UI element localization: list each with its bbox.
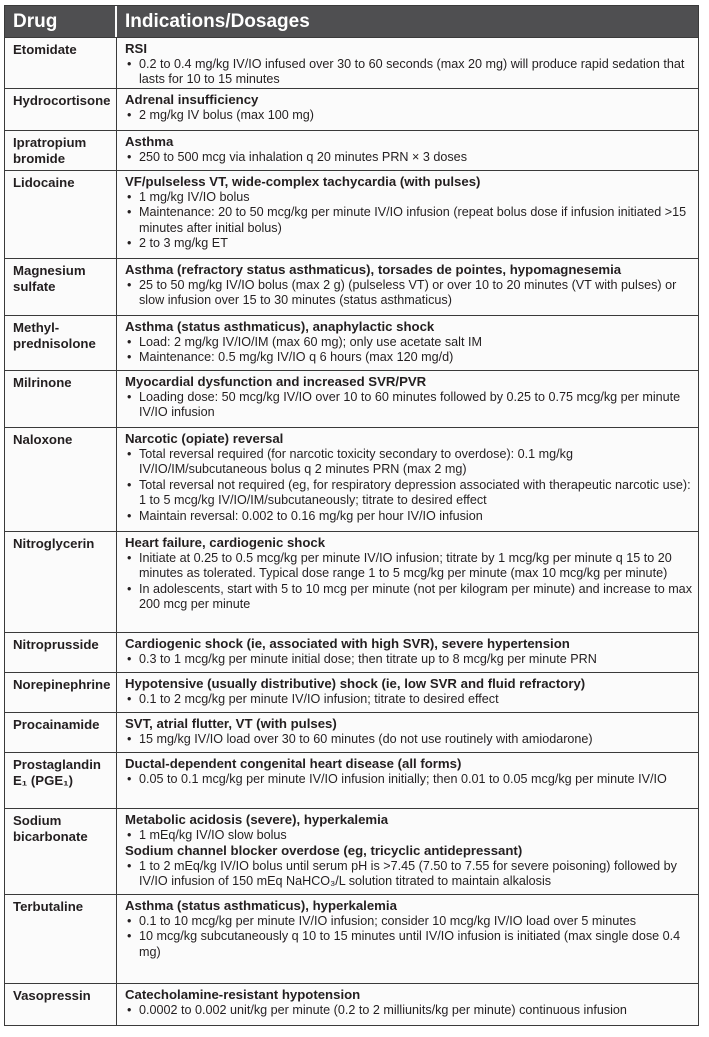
dosage-item: • 2 mg/kg IV bolus (max 100 mg)	[125, 108, 694, 124]
indications-cell	[117, 428, 698, 531]
dosage-item: • 0.0002 to 0.002 unit/kg per minute (0.2 to 2 milliunits/kg per minute) continuous infusion	[125, 1003, 694, 1019]
dosage-list	[125, 1003, 694, 1019]
dosage-list	[125, 914, 694, 961]
dosage-list	[125, 108, 694, 124]
indications-cell	[117, 673, 698, 712]
dosage-item: • 0.2 to 0.4 mg/kg IV/IO infused over 30 to 60 seconds (max 20 mg) will produce rapid sedation that lasts for 10 to 15 minutes	[125, 57, 694, 88]
drug-name: Ipratropium bromide	[5, 131, 117, 170]
dosage-list	[125, 447, 694, 525]
dosage-item: • Total reversal not required (eg, for respiratory depression associated with therapeutic narcotic use): 1 to 5 mcg/kg IV/IO/IM/subcutaneously; titrate to desired effect	[125, 478, 694, 509]
header-drug: Drug	[5, 6, 117, 37]
table-row	[5, 752, 698, 808]
indication-title: Asthma (refractory status asthmaticus), torsades de pointes, hypomagnesemia	[125, 262, 622, 277]
drug-name: Procainamide	[5, 713, 117, 752]
dosage-item: • 0.05 to 0.1 mcg/kg per minute IV/IO infusion initially; then 0.01 to 0.05 mcg/kg per minute IV/IO	[125, 772, 694, 788]
table-row	[5, 894, 698, 983]
table-body	[5, 37, 698, 1025]
dosage-list	[125, 732, 694, 748]
table-row	[5, 258, 698, 315]
indication-title: Adrenal insufficiency	[125, 92, 259, 107]
dosage-list	[125, 278, 694, 309]
table-row	[5, 37, 698, 88]
drug-name: Sodium bicarbonate	[5, 809, 117, 894]
indication-title: Narcotic (opiate) reversal	[125, 431, 284, 446]
indication-title: Heart failure, cardiogenic shock	[125, 535, 326, 550]
indication-title: Hypotensive (usually distributive) shock (ie, low SVR and fluid refractory)	[125, 676, 586, 691]
table-row	[5, 427, 698, 531]
dosage-item: • 15 mg/kg IV/IO load over 30 to 60 minutes (do not use routinely with amiodarone)	[125, 732, 694, 748]
dosage-item: • Initiate at 0.25 to 0.5 mcg/kg per minute IV/IO infusion; titrate by 1 mcg/kg per minute q 15 to 20 minutes as tolerated. Typical dose range 1 to 5 mcg/kg per minute (max 10 mcg/kg per minute)	[125, 551, 694, 582]
indications-cell	[117, 809, 698, 894]
indications-cell	[117, 713, 698, 752]
dosage-list	[125, 772, 694, 788]
dosage-item: • Total reversal required (for narcotic toxicity secondary to overdose): 0.1 mg/kg IV/IO/IM/subcutaneous bolus q 2 minutes PRN (max 2 mg)	[125, 447, 694, 478]
dosage-item: • 1 to 2 mEq/kg IV/IO bolus until serum pH is >7.45 (7.50 to 7.55 for severe poisoning) followed by IV/IO infusion of 150 mEq NaHCO₃/L solution titrated to maintain alkalosis	[125, 859, 694, 890]
indication-title: Cardiogenic shock (ie, associated with high SVR), severe hypertension	[125, 636, 570, 651]
indication-title: RSI	[125, 41, 147, 56]
drug-name: Magnesium sulfate	[5, 259, 117, 315]
indications-cell	[117, 633, 698, 672]
indication-title: Catecholamine-resistant hypotension	[125, 987, 361, 1002]
indication-title: Myocardial dysfunction and increased SVR/PVR	[125, 374, 427, 389]
header-indications: Indications/Dosages	[125, 11, 310, 32]
table-row	[5, 632, 698, 672]
drug-name: Naloxone	[5, 428, 117, 531]
table-row	[5, 130, 698, 170]
dosage-item: • 0.1 to 2 mcg/kg per minute IV/IO infusion; titrate to desired effect	[125, 692, 694, 708]
dosage-list	[125, 335, 694, 366]
dosage-item: • 0.3 to 1 mcg/kg per minute initial dose; then titrate up to 8 mcg/kg per minute PRN	[125, 652, 694, 668]
table-row	[5, 712, 698, 752]
dosage-list	[125, 190, 694, 252]
dosage-item: • Maintain reversal: 0.002 to 0.16 mg/kg per hour IV/IO infusion	[125, 509, 694, 525]
indication-title: Sodium channel blocker overdose (eg, tricyclic antidepressant)	[125, 843, 523, 858]
dosage-list	[125, 57, 694, 88]
table-row	[5, 88, 698, 130]
dosage-item: • Maintenance: 0.5 mg/kg IV/IO q 6 hours (max 120 mg/d)	[125, 350, 694, 366]
drug-name: Lidocaine	[5, 171, 117, 258]
indications-cell	[117, 171, 698, 258]
indications-cell	[117, 753, 698, 808]
indications-cell	[117, 984, 698, 1025]
dosage-list	[125, 652, 694, 668]
dosage-item: • 10 mcg/kg subcutaneously q 10 to 15 minutes until IV/IO infusion is initiated (max single dose 0.4 mg)	[125, 929, 694, 960]
drug-name: Etomidate	[5, 38, 117, 88]
indication-title: VF/pulseless VT, wide-complex tachycardia (with pulses)	[125, 174, 481, 189]
indications-cell	[117, 38, 698, 88]
indication-title: SVT, atrial flutter, VT (with pulses)	[125, 716, 337, 731]
indications-cell	[117, 895, 698, 983]
dosage-item: • 250 to 500 mcg via inhalation q 20 minutes PRN × 3 doses	[125, 150, 694, 166]
drug-name: Prostaglandin E₁ (PGE₁)	[5, 753, 117, 808]
indication-title: Asthma (status asthmaticus), hyperkalemia	[125, 898, 397, 913]
drug-name: Milrinone	[5, 371, 117, 427]
dosage-item: • Maintenance: 20 to 50 mcg/kg per minute IV/IO infusion (repeat bolus dose if infusion initiated >15 minutes after initial bolus)	[125, 205, 694, 236]
dosage-list	[125, 150, 694, 166]
dosage-item: • 0.1 to 10 mcg/kg per minute IV/IO infusion; consider 10 mcg/kg IV/IO load over 5 minutes	[125, 914, 694, 930]
drug-name: Norepinephrine	[5, 673, 117, 712]
drug-name: Hydrocortisone	[5, 89, 117, 130]
table-row	[5, 370, 698, 427]
indication-title: Asthma (status asthmaticus), anaphylactic shock	[125, 319, 435, 334]
indication-title: Metabolic acidosis (severe), hyperkalemia	[125, 812, 389, 827]
dosage-item: • 1 mg/kg IV/IO bolus	[125, 190, 694, 206]
table-row	[5, 808, 698, 894]
table-row	[5, 315, 698, 370]
table-header	[5, 6, 698, 37]
dosage-item: • Loading dose: 50 mcg/kg IV/IO over 10 to 60 minutes followed by 0.25 to 0.75 mcg/kg per minute IV/IO infusion	[125, 390, 694, 421]
dosage-list	[125, 390, 694, 421]
indications-cell	[117, 89, 698, 130]
indications-cell	[117, 371, 698, 427]
dosage-item: • Load: 2 mg/kg IV/IO/IM (max 60 mg); only use acetate salt IM	[125, 335, 694, 351]
table-row	[5, 672, 698, 712]
dosage-list	[125, 692, 694, 708]
drug-name: Nitroglycerin	[5, 532, 117, 632]
table-row	[5, 170, 698, 258]
dosage-list	[125, 828, 694, 844]
indications-cell	[117, 131, 698, 170]
indications-cell	[117, 532, 698, 632]
indications-cell	[117, 316, 698, 370]
drug-dosage-table	[4, 5, 699, 1026]
dosage-item: • 2 to 3 mg/kg ET	[125, 236, 694, 252]
drug-name: Nitroprusside	[5, 633, 117, 672]
dosage-item: • 25 to 50 mg/kg IV/IO bolus (max 2 g) (pulseless VT) or over 10 to 20 minutes (VT with pulses) or slow infusion over 15 to 30 minutes (status asthmaticus)	[125, 278, 694, 309]
dosage-list	[125, 859, 694, 890]
drug-name: Vasopressin	[5, 984, 117, 1025]
indication-title: Ductal-dependent congenital heart disease (all forms)	[125, 756, 462, 771]
indication-title: Asthma	[125, 134, 174, 149]
dosage-list	[125, 551, 694, 613]
dosage-item: • 1 mEq/kg IV/IO slow bolus	[125, 828, 694, 844]
table-row	[5, 983, 698, 1025]
dosage-item: • In adolescents, start with 5 to 10 mcg per minute (not per kilogram per minute) and increase to max 200 mcg per minute	[125, 582, 694, 613]
indications-cell	[117, 259, 698, 315]
drug-name: Terbutaline	[5, 895, 117, 983]
drug-name: Methyl-prednisolone	[5, 316, 117, 370]
table-row	[5, 531, 698, 632]
